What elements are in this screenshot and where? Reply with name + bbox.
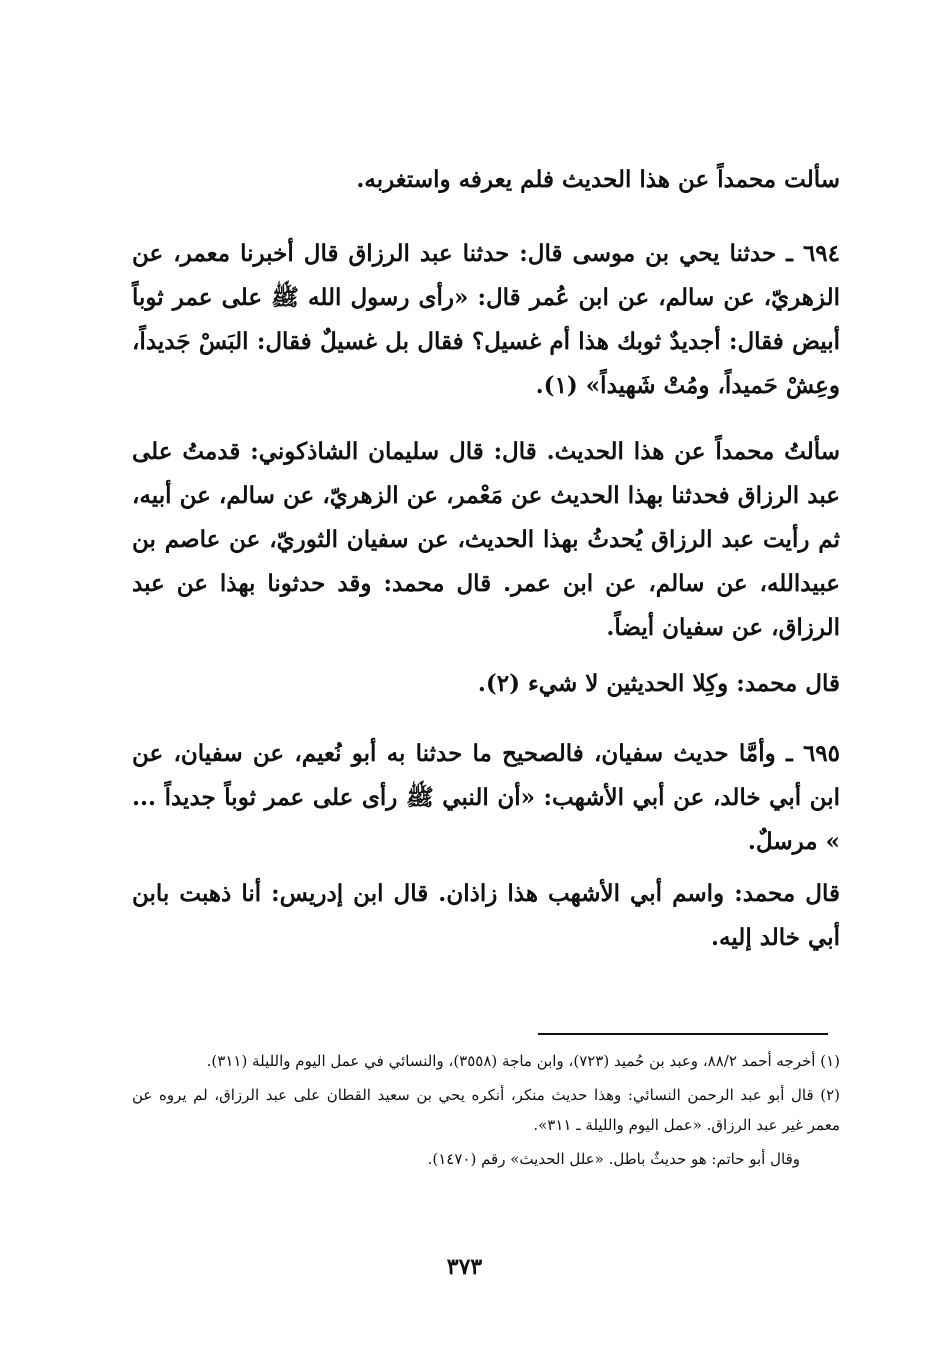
paragraph-4: قال محمد: وكِلا الحديثين لا شيء (٢). xyxy=(477,670,840,697)
footnote-2-continued: وقال أبو حاتم: هو حديثٌ باطل. «علل الحديث» رقم (١٤٧٠). xyxy=(427,1150,800,1168)
footnote-divider xyxy=(538,1033,828,1035)
page-number: ٣٧٣ xyxy=(446,1254,483,1280)
footnote-1: (١) أخرجه أحمد ٨٨/٢، وعبد بن حُميد (٧٢٣)، وابن ماجة (٣٥٥٨)، والنسائي في عمل اليوم والليلة (٣١١). xyxy=(206,1052,840,1070)
paragraph-6: قال محمد: واسم أبي الأشهب هذا زاذان. قال ابن إدريس: أنا ذهبت بابن أبي خالد إليه. xyxy=(132,880,840,951)
footnote-2: (٢) قال أبو عبد الرحمن النسائي: وهذا حديث منكر، أنكره يحي بن سعيد القطان على عبد الرزاق، لم يروه عن معمر غير عبد الرزاق. «عمل اليوم والليلة ـ ٣١١». xyxy=(132,1086,840,1134)
hadith-695: ٦٩٥ ـ وأمَّا حديث سفيان، فالصحيح ما حدثنا به أبو نُعيم، عن سفيان، عن ابن أبي خالد، عن أبي الأشهب: «أن النبي ﷺ رأى على عمر ثوباً جديداً ... » مرسلٌ. xyxy=(132,740,840,855)
paragraph-3: سألتُ محمداً عن هذا الحديث. قال: قال سليمان الشاذكوني: قدمتُ على عبد الرزاق فحدثنا بهذا الحديث عن مَعْمر، عن الزهريّ، عن سالم، عن أبيه، ثم رأيت عبد الرزاق يُحدثُ بهذا الحديث، عن سفيان الثوريّ، عن عاصم بن عبيدالله، عن سالم، عن ابن عمر. قال محمد: وقد حدثونا بهذا عن عبد الرزاق، عن سفيان أيضاً. xyxy=(132,438,840,641)
footnotes xyxy=(132,1046,840,1178)
paragraph-1: سألت محمداً عن هذا الحديث فلم يعرفه واستغربه. xyxy=(356,166,840,193)
hadith-694: ٦٩٤ ـ حدثنا يحي بن موسى قال: حدثنا عبد الرزاق قال أخبرنا معمر، عن الزهريّ، عن سالم، عن ابن عُمر قال: «رأى رسول الله ﷺ على عمر ثوباً أبيض فقال: أجديدٌ ثوبك هذا أم غسيل؟ فقال بل غسيلٌ فقال: البَسْ جَديداً، وعِشْ حَميداً، ومُتْ شَهيداً» (١). xyxy=(132,240,840,399)
